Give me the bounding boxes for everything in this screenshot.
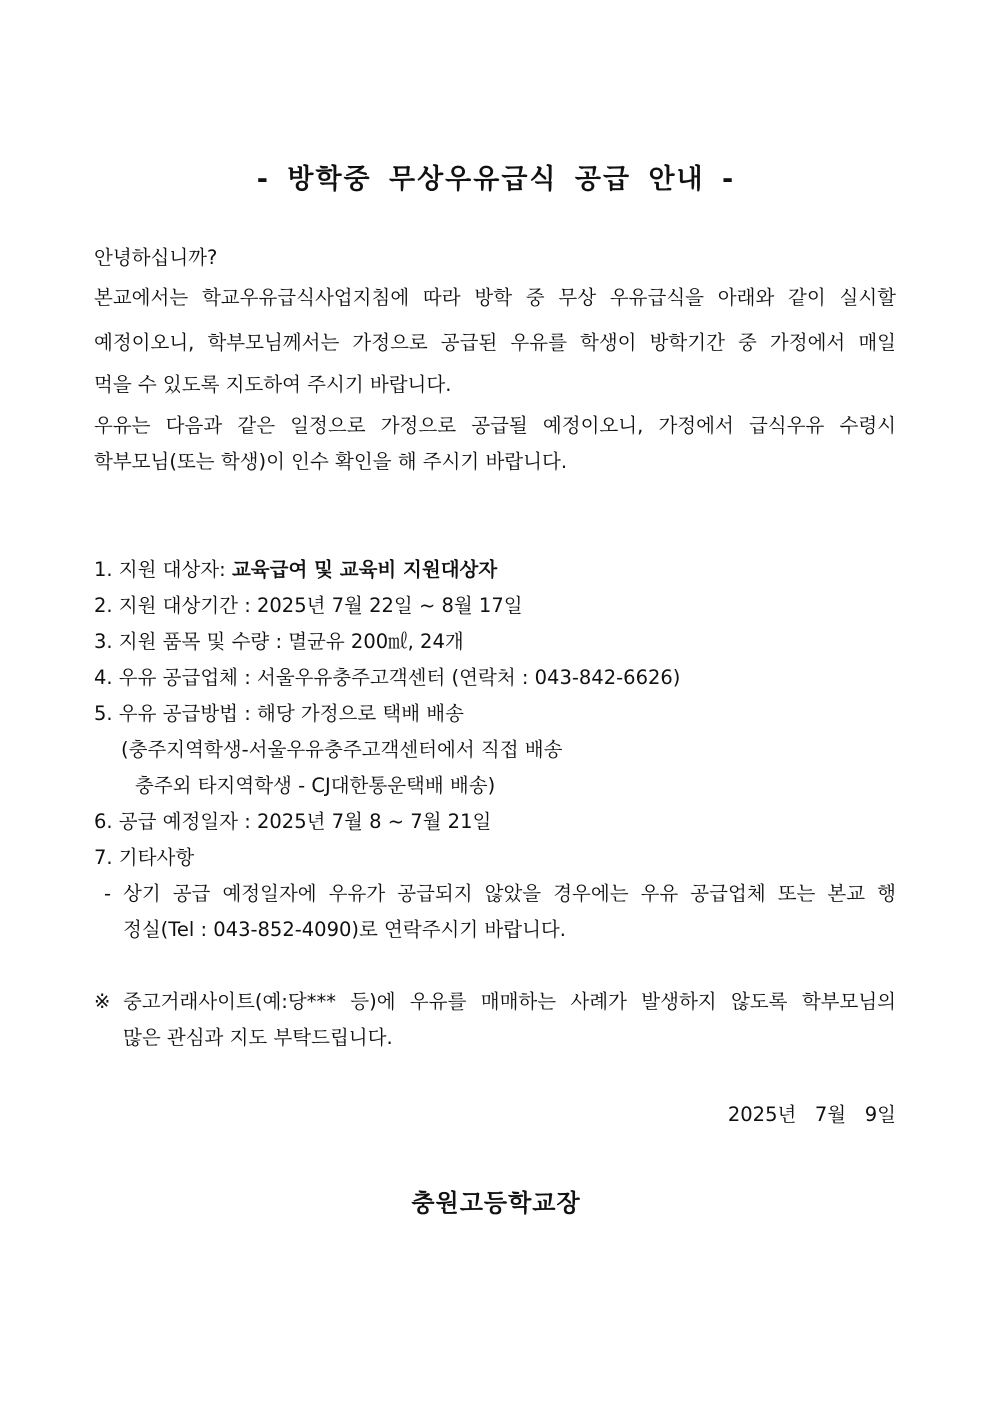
intro-line-1: 본교에서는 학교우유급식사업지침에 따라 방학 중 무상 우유급식을 아래와 같이 실시할 [94, 286, 896, 309]
item-2: 2. 지원 대상기간 : 2025년 7월 22일 ~ 8월 17일 [94, 594, 523, 617]
item-6: 6. 공급 예정일자 : 2025년 7월 8 ~ 7월 21일 [94, 810, 492, 833]
document-date: 2025년 7월 9일 [727, 1103, 896, 1126]
item-7: 7. 기타사항 [94, 846, 195, 869]
item-5: 5. 우유 공급방법 : 해당 가정으로 택배 배송 [94, 702, 464, 725]
item-7-dash: - [104, 882, 112, 905]
note-line-2: 많은 관심과 지도 부탁드립니다. [123, 1026, 393, 1049]
item-5-sub-1: (충주지역학생-서울우유충주고객센터에서 직접 배송 [121, 738, 563, 761]
note-mark: ※ [94, 990, 111, 1013]
intro-line-3: 먹을 수 있도록 지도하여 주시기 바랍니다. [94, 373, 452, 396]
item-1-label: 1. 지원 대상자: [94, 558, 232, 581]
intro-line-4: 우유는 다음과 같은 일정으로 가정으로 공급될 예정이오니, 가정에서 급식우유 수령시 [94, 414, 896, 437]
item-1-value: 교육급여 및 교육비 지원대상자 [231, 558, 498, 581]
note-line-1: 중고거래사이트(예:당*** 등)에 우유를 매매하는 사례가 발생하지 않도록 학부모님의 [123, 990, 896, 1013]
intro-line-5: 학부모님(또는 학생)이 인수 확인을 해 주시기 바랍니다. [94, 450, 568, 473]
greeting-text: 안녕하십니까? [94, 246, 218, 269]
signature: 충원고등학교장 [411, 1189, 581, 1217]
item-5-sub-2: 충주외 타지역학생 - CJ대한통운택배 배송) [135, 774, 496, 797]
item-4: 4. 우유 공급업체 : 서울우유충주고객센터 (연락처 : 043-842-6626) [94, 666, 681, 689]
item-3: 3. 지원 품목 및 수량 : 멸균유 200㎖, 24개 [94, 630, 464, 653]
item-1 [94, 552, 497, 588]
document-title: - 방학중 무상우유급식 공급 안내 - [256, 164, 736, 195]
item-7-line-2: 정실(Tel : 043-852-4090)로 연락주시기 바랍니다. [123, 918, 566, 941]
item-7-line-1: 상기 공급 예정일자에 우유가 공급되지 않았을 경우에는 우유 공급업체 또는 본교 행 [123, 882, 896, 905]
intro-line-2: 예정이오니, 학부모님께서는 가정으로 공급된 우유를 학생이 방학기간 중 가정에서 매일 [94, 331, 896, 354]
